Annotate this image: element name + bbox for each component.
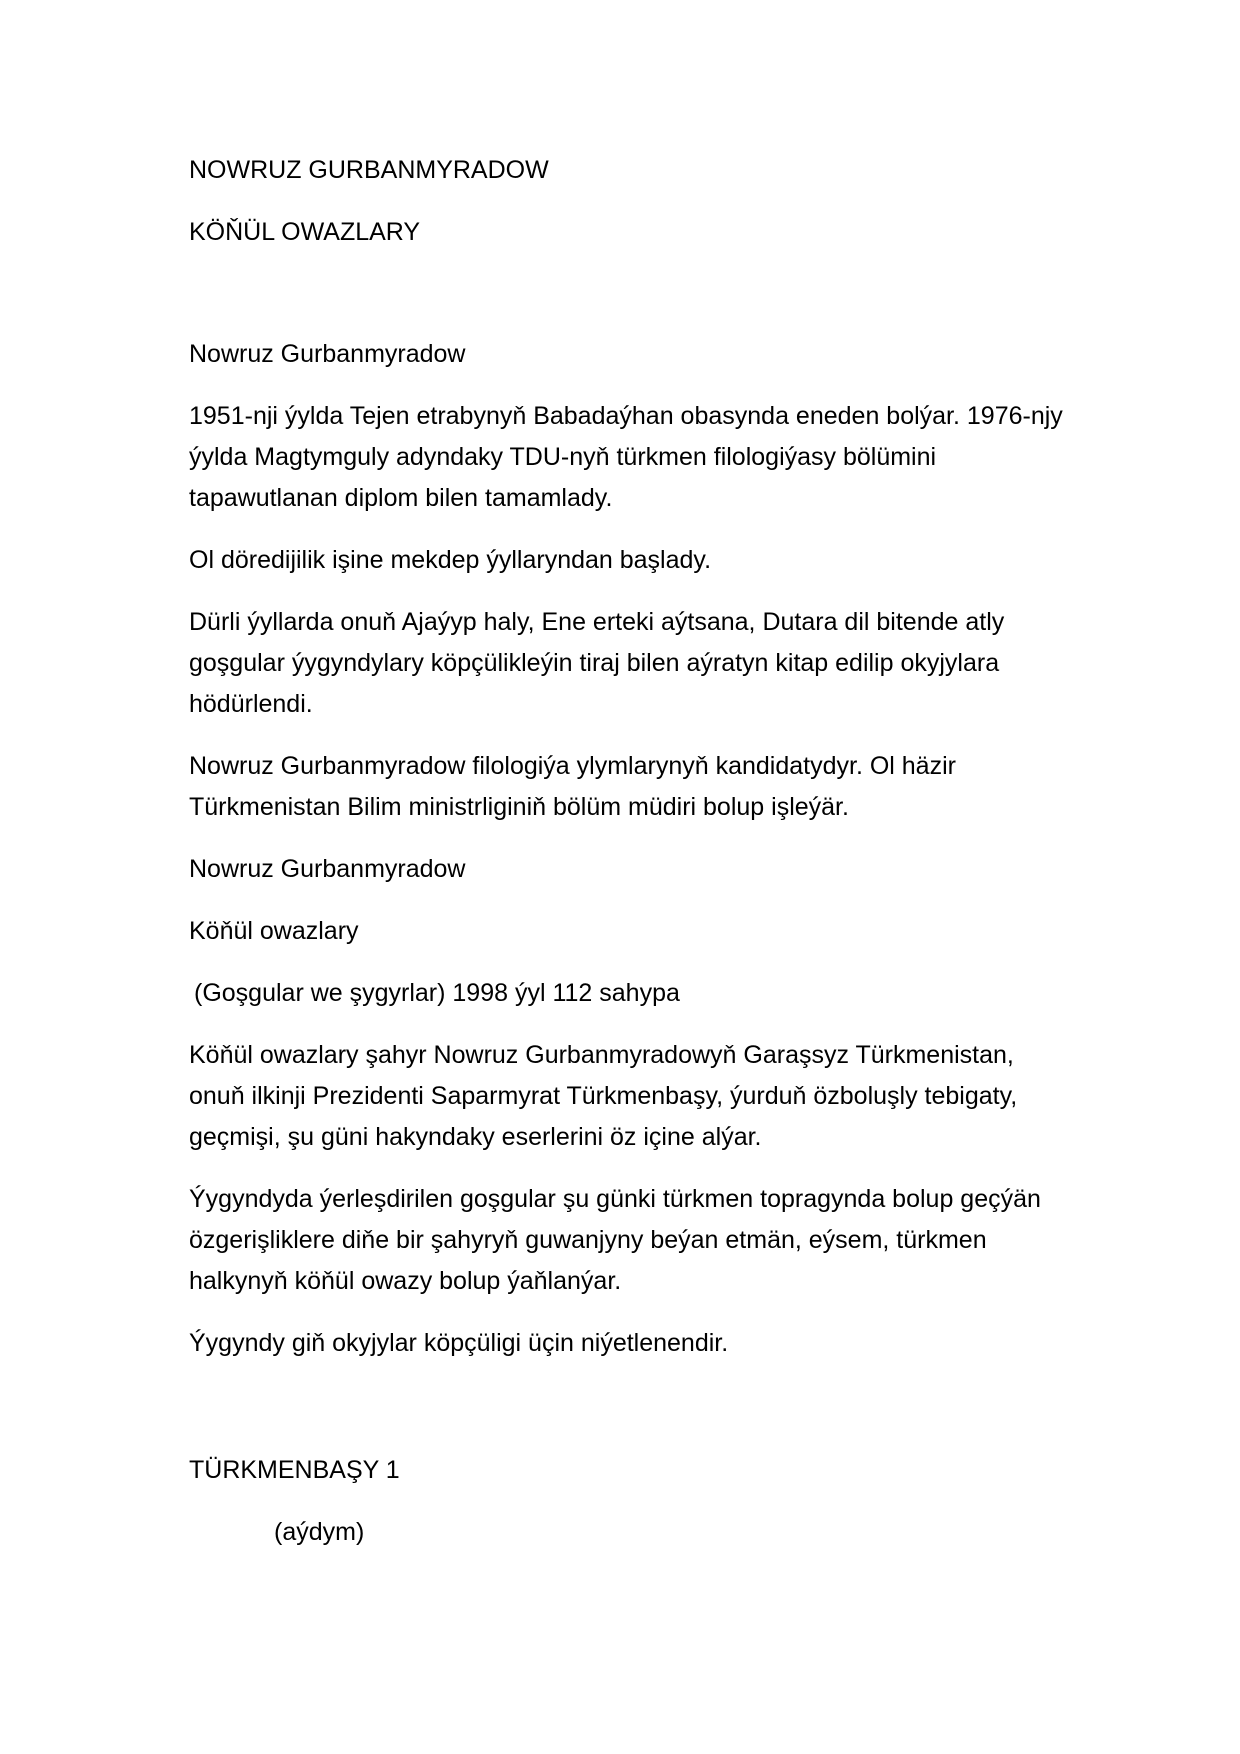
description-paragraph: Köňül owazlary şahyr Nowruz Gurbanmyradowyň Garaşsyz Türkmenistan, onuň ilkinji Prezidenti Saparmyrat Türkmenbaşy, ýurduň özboluşly tebigaty, geçmişi, şu güni hakyndaky eserlerini öz içine alýar. [189, 1041, 1018, 1151]
bio-paragraph: Ol döredijilik işine mekdep ýyllaryndan başlady. [189, 546, 712, 574]
bio-name: Nowruz Gurbanmyradow [189, 340, 466, 368]
book-author: Nowruz Gurbanmyradow [189, 855, 466, 883]
bio-paragraph: 1951-nji ýylda Tejen etrabynyň Babadaýhan obasynda eneden bolýar. 1976-njy ýylda Magtymguly adyndaky TDU-nyň türkmen filologiýasy bölümini tapawutlanan diplom bilen tamamlady. [189, 402, 1063, 512]
book-name: Köňül owazlary [189, 917, 359, 945]
description-paragraph: Ýygyndyda ýerleşdirilen goşgular şu günki türkmen topragynda bolup geçýän özgerişliklere diňe bir şahyryň guwanjyny beýan etmän, eýsem, türkmen halkynyň köňül owazy bolup ýaňlanýar. [189, 1185, 1041, 1295]
description-paragraph: Ýygyndy giň okyjylar köpçüligi üçin niýetlenendir. [189, 1329, 729, 1357]
book-details: (Goşgular we şygyrlar) 1998 ýyl 112 sahypa [194, 979, 680, 1007]
bio-paragraph: Dürli ýyllarda onuň Ajaýyp haly, Ene erteki aýtsana, Dutara dil bitende atly goşgular ýygyndylary köpçülikleýin tiraj bilen aýratyn kitap edilip okyjylara hödürlendi. [189, 608, 1005, 718]
spacer [189, 1385, 1069, 1450]
poem-title: TÜRKMENBAŞY 1 [189, 1456, 400, 1484]
document-body [189, 150, 1069, 1574]
bio-paragraph: Nowruz Gurbanmyradow filologiýa ylymlarynyň kandidatydyr. Ol häzir Türkmenistan Bilim ministrliginiň bölüm müdiri bolup işleýär. [189, 752, 956, 821]
spacer [189, 274, 1069, 334]
poem-subtitle: (aýdym) [274, 1518, 365, 1546]
book-title-heading: KÖŇÜL OWAZLARY [189, 218, 421, 246]
author-heading: NOWRUZ GURBANMYRADOW [189, 156, 549, 184]
